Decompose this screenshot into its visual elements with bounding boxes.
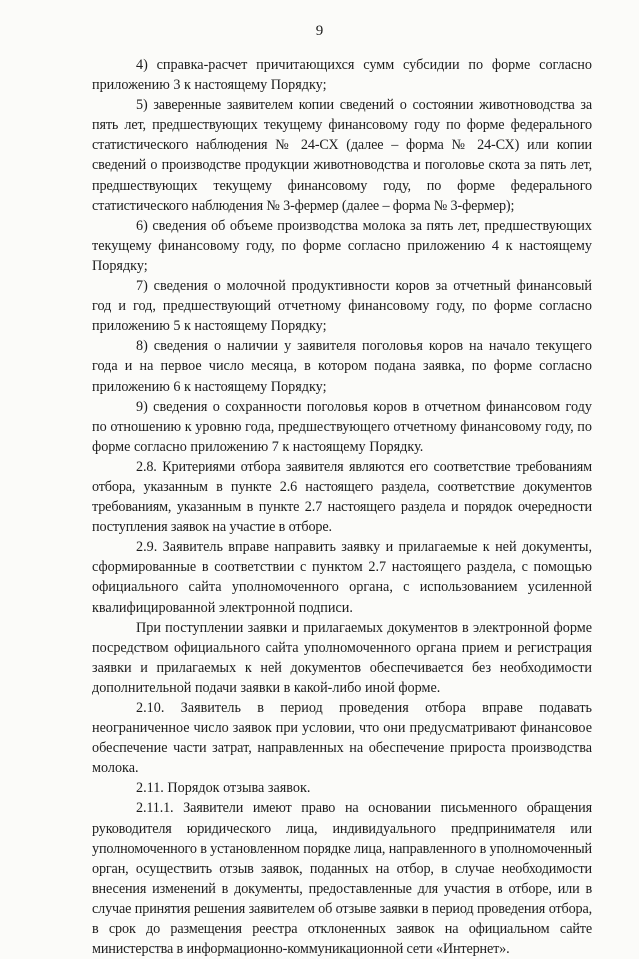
item-9-paragraph: 9) сведения о сохранности поголовья коров в отчетном финансовом году по отношению к уровню года, предшествующего отчетному финансовому году, по форме согласно приложению 7 к настоящему Порядку. — [92, 398, 592, 455]
item-8-paragraph: 8) сведения о наличии у заявителя поголовья коров на начало текущего года и на первое число месяца, в котором подана заявка, по форме согласно приложению 6 к настоящему Порядку; — [92, 338, 592, 395]
item-5-paragraph: 5) заверенные заявителем копии сведений о состоянии животноводства за пять лет, предшествующих текущему финансовому году по форме федерального статистического наблюдения № 24-СХ (далее – форма № 24-СХ) или копии сведений о производстве продукции животноводства и поголовье скота за пять лет, предшествующих текущему финансовому году, по форме федерального статистического наблюдения № 3-фермер (далее – форма № 3-фермер); — [92, 97, 592, 214]
item-4-paragraph: 4) справка-расчет причитающихся сумм субсидии по форме согласно приложению 3 к настоящему Порядку; — [92, 57, 592, 94]
section-2-11-heading: 2.11. Порядок отзыва заявок. — [136, 780, 311, 797]
section-2-8-paragraph: 2.8. Критериями отбора заявителя являются его соответствие требованиям отбора, указанным в пункте 2.6 настоящего раздела, соответствие документов требованиям, указанным в пункте 2.7 настоящего раздела и порядок очередности поступления заявок на участие в отборе. — [92, 458, 592, 536]
section-2-11-1-paragraph: 2.11.1. Заявители имеют право на основании письменного обращения руководителя юридического лица, индивидуального предпринимателя или уполномоченного в установленном порядке лица, направленного в уполномоченный орган, осуществить отзыв заявок, поданных на отбор, в случае необходимости внесения изменений в документы, предоставленные для участия в отборе, или в случае принятия решения заявителем об отзыве заявки в период проведения отбора, в срок до размещения реестра отклоненных заявок на официальном сайте министерства в информационно-коммуникационной сети «Интернет». — [92, 800, 592, 958]
item-6-paragraph: 6) сведения об объеме производства молока за пять лет, предшествующих текущему финансовому году, по форме согласно приложению 4 к настоящему Порядку; — [92, 217, 592, 274]
section-2-9-paragraph: 2.9. Заявитель вправе направить заявку и прилагаемые к ней документы, сформированные в соответствии с пунктом 2.7 настоящего раздела, с помощью официального сайта уполномоченного органа, с использованием усиленной квалифицированной электронной подписи. — [92, 539, 592, 616]
section-2-10-paragraph: 2.10. Заявитель в период проведения отбора вправе подавать неограниченное число заявок при условии, что они предусматривают финансовое обеспечение части затрат, направленных на обеспечение прироста производства молока. — [92, 700, 592, 777]
document-body — [92, 55, 592, 959]
electronic-submission-paragraph: При поступлении заявки и прилагаемых документов в электронной форме посредством официального сайта уполномоченного органа прием и регистрация заявки и прилагаемых к ней документов обеспечивается без необходимости дополнительной подачи заявки в какой-либо иной форме. — [92, 619, 592, 696]
item-7-paragraph: 7) сведения о молочной продуктивности коров за отчетный финансовый год и год, предшествующий отчетному финансовому году, по форме согласно приложению 5 к настоящему Порядку; — [92, 278, 592, 335]
page-number: 9 — [315, 23, 324, 39]
